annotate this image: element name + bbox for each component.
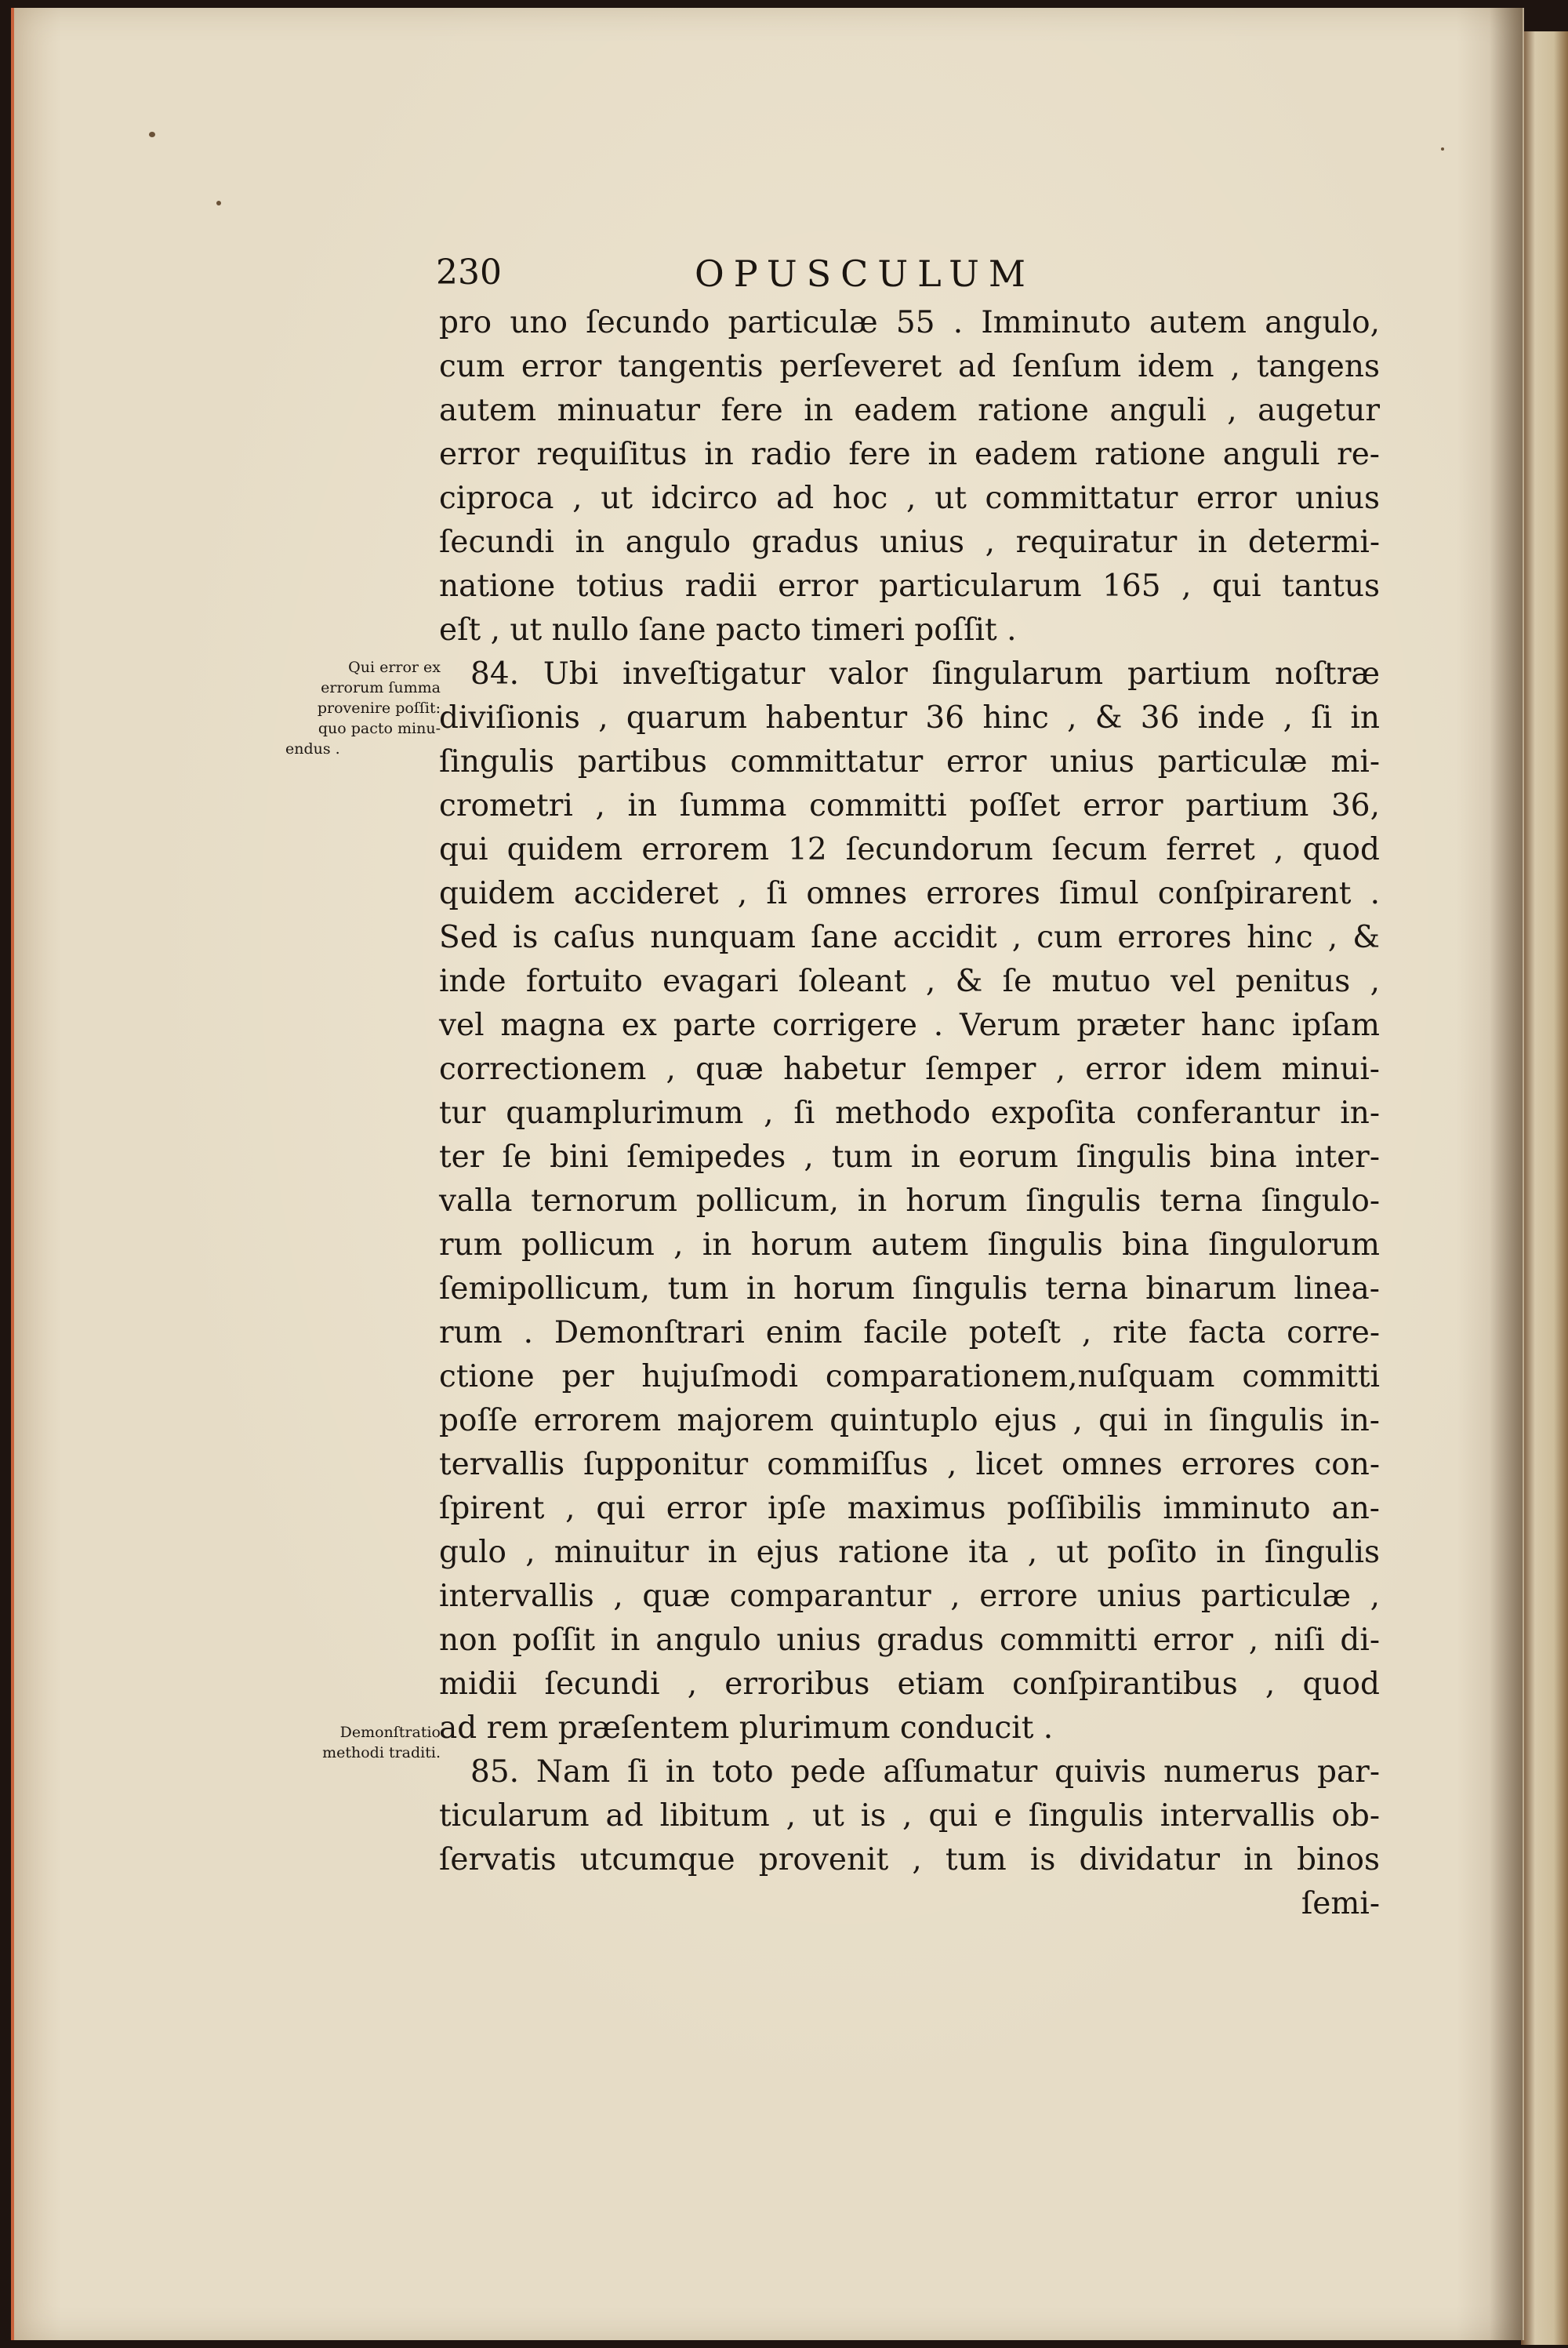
text-line: ſpirent , qui error ipſe maximus poſſibilis imminuto an- — [439, 1491, 1380, 1526]
text-line: ctione per hujuſmodi comparationem,nuſquam committi — [439, 1359, 1380, 1394]
page-header — [436, 253, 1196, 300]
text-line: valla ternorum pollicum, in horum ſingulis terna ſingulo- — [439, 1183, 1380, 1219]
text-line: ter ſe bini ſemipedes , tum in eorum ſingulis bina inter- — [439, 1139, 1380, 1175]
paper-speck — [216, 201, 221, 205]
margin-note-line: methodi traditi. — [322, 1744, 441, 1761]
text-line: ſemipollicum, tum in horum ſingulis terna binarum linea- — [439, 1271, 1380, 1307]
text-line: tur quamplurimum , ſi methodo expoſita conferantur in- — [439, 1096, 1380, 1131]
text-line: midii ſecundi , erroribus etiam conſpirantibus , quod — [439, 1666, 1380, 1702]
text-line: diviſionis , quarum habentur 36 hinc , & 36 inde , ſi in — [439, 700, 1380, 736]
text-line: poſſe errorem majorem quintuplo ejus , qui in ſingulis in- — [439, 1403, 1380, 1438]
text-line: inde fortuito evagari ſoleant , & ſe mutuo vel penitus , — [439, 964, 1380, 999]
text-line: rum pollicum , in horum autem ſingulis bina ſingulorum — [439, 1227, 1380, 1263]
text-line: ſecundi in angulo gradus unius , requiratur in determi- — [439, 525, 1380, 560]
margin-note-line: Qui error ex — [348, 659, 441, 676]
text-line: crometri , in ſumma committi poſſet error partium 36, — [439, 788, 1380, 823]
gutter-shadow — [1490, 8, 1523, 2340]
margin-note-line: errorum ſumma — [321, 679, 441, 696]
text-line: pro uno ſecundo particulæ 55 . Imminuto autem angulo, — [439, 305, 1380, 340]
text-line: natione totius radii error particularum 165 , qui tantus — [439, 569, 1380, 604]
text-line: rum . Demonſtrari enim facile poteſt , rite facta corre- — [439, 1315, 1380, 1350]
paragraph-85-start: 85. Nam ſi in toto pede aſſumatur quivis numerus par- — [470, 1754, 1380, 1790]
text-line: ad rem præſentem plurimum conducit . — [439, 1710, 1054, 1746]
margin-note-line: provenire poſſit: — [317, 700, 441, 717]
text-line: non poſſit in angulo unius gradus committi error , niſi di- — [439, 1623, 1380, 1658]
margin-note-line: quo pacto minu- — [318, 720, 441, 737]
text-line: quidem accideret , ſi omnes errores ſimul conſpirarent . — [439, 876, 1380, 911]
paper-speck — [149, 132, 155, 137]
next-page-edge — [1521, 31, 1568, 2345]
text-line: eſt , ut nullo ſane pacto timeri poſſit . — [439, 612, 1017, 648]
text-line: error requiſitus in radio fere in eadem ratione anguli re- — [439, 437, 1380, 472]
text-line: ſervatis utcumque provenit , tum is dividatur in binos — [439, 1842, 1380, 1877]
text-line: ciproca , ut idcirco ad hoc , ut committatur error unius — [439, 481, 1380, 516]
page-number: 230 — [436, 253, 502, 293]
text-line: ſingulis partibus committatur error unius particulæ mi- — [439, 744, 1380, 780]
margin-note-line: Demonſtratio — [339, 1724, 441, 1741]
body-text — [439, 301, 1380, 1926]
catchword: ſemi- — [1301, 1886, 1380, 1921]
paper-speck — [1441, 147, 1444, 151]
text-line: vel magna ex parte corrigere . Verum præter hanc ipſam — [439, 1008, 1380, 1043]
text-line: gulo , minuitur in ejus ratione ita , ut poſito in ſingulis — [439, 1535, 1380, 1570]
text-line: autem minuatur fere in eadem ratione anguli , augetur — [439, 393, 1380, 428]
margin-note-85 — [276, 1722, 441, 1763]
margin-note-line: endus . — [285, 740, 340, 758]
text-line: cum error tangentis perſeveret ad ſenſum idem , tangens — [439, 349, 1380, 384]
text-line: intervallis , quæ comparantur , errore unius particulæ , — [439, 1579, 1380, 1614]
text-line: Sed is caſus nunquam ſane accidit , cum errores hinc , & — [439, 920, 1380, 955]
text-line: qui quidem errorem 12 ſecundorum ſecum ferret , quod — [439, 832, 1380, 867]
paragraph-84-start: 84. Ubi inveſtigatur valor ſingularum partium noſtræ — [470, 656, 1380, 692]
text-line: ticularum ad libitum , ut is , qui e ſingulis intervallis ob- — [439, 1798, 1380, 1834]
text-line: tervallis ſupponitur commiſſus , licet omnes errores con- — [439, 1447, 1380, 1482]
running-title: OPUSCULUM — [695, 253, 1035, 295]
margin-note-84 — [276, 657, 441, 759]
text-line: correctionem , quæ habetur ſemper , error idem minui- — [439, 1052, 1380, 1087]
